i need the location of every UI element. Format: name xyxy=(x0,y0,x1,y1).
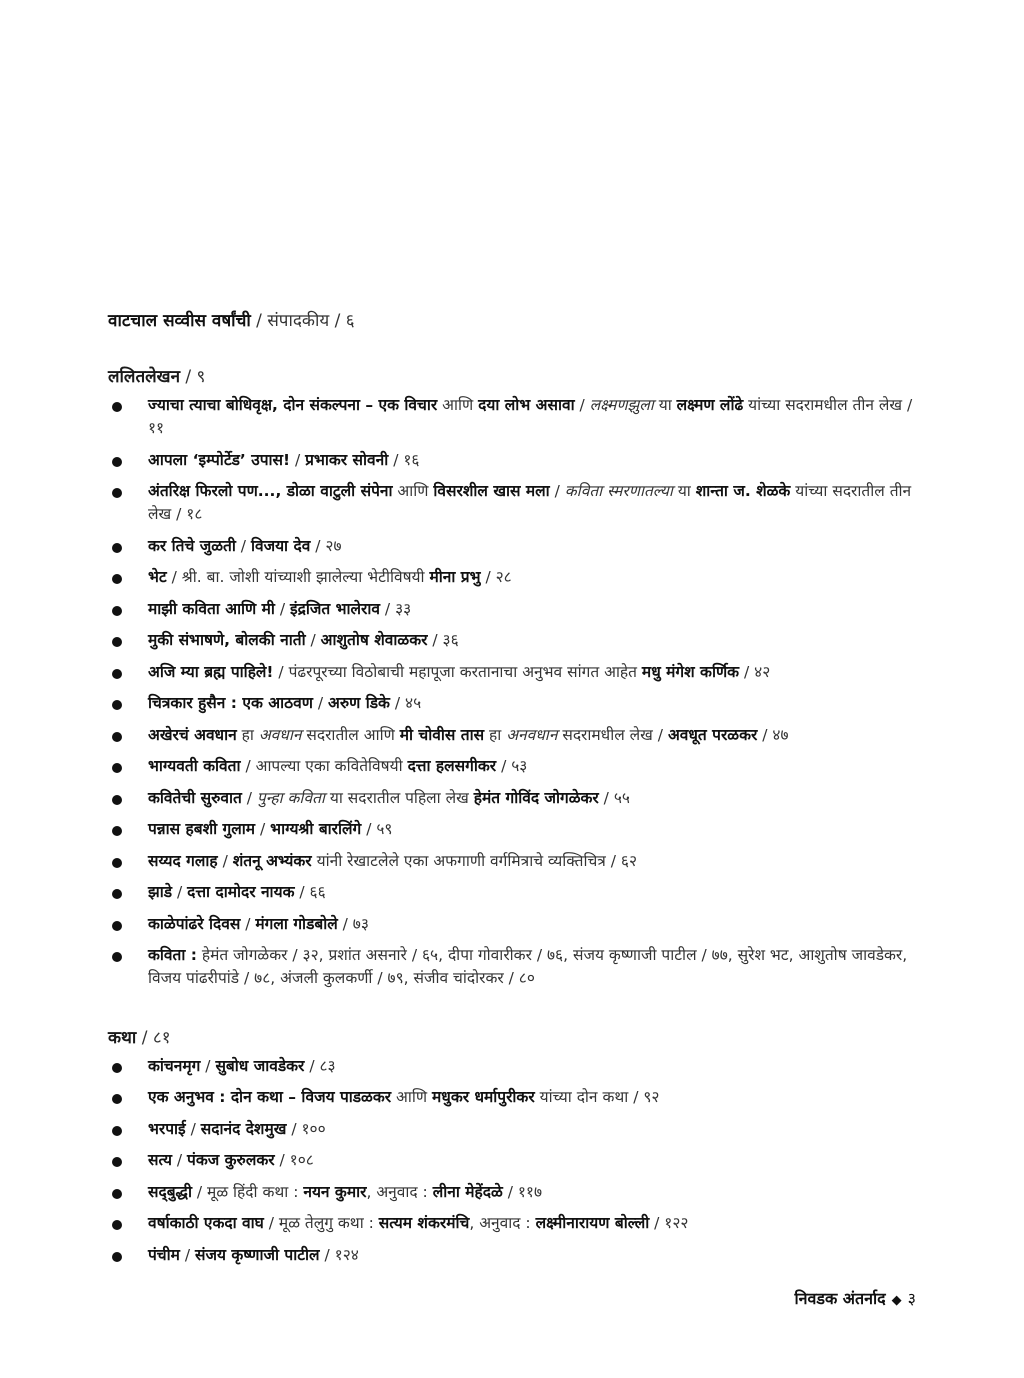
bold-text: माझी कविता आणि मी xyxy=(148,599,275,618)
plain-text: या सदरातील पहिला लेख xyxy=(324,788,474,807)
plain-text: / xyxy=(171,1151,188,1169)
bold-text: शंतनू अभ्यंकर xyxy=(232,851,312,870)
bold-text: एक अनुभव : दोन कथा – विजय पाडळकर xyxy=(148,1088,392,1106)
bullet-icon xyxy=(112,826,122,836)
plain-text: / आपल्या एका कवितेविषयी xyxy=(240,757,408,775)
bullet-icon xyxy=(112,1189,122,1199)
plain-text: / xyxy=(549,482,565,500)
italic-text: अवधान xyxy=(258,725,302,744)
list-item xyxy=(108,598,928,621)
plain-text: या xyxy=(672,482,696,500)
bold-text: कविता : xyxy=(148,946,197,964)
plain-text: यांनी रेखाटलेले एका अफगाणी वर्गमित्राचे व्यक्तिचित्र / ६२ xyxy=(311,851,638,870)
bullet-icon xyxy=(112,763,122,773)
plain-text: / पंढरपूरच्या विठोबाची महापूजा करतानाचा अनुभव सांगत आहेत xyxy=(273,662,642,681)
plain-text: यांच्या सदरामधील तीन लेख / ११ xyxy=(148,396,913,437)
bold-text: काळेपांढरे दिवस xyxy=(148,914,241,933)
bold-text: अरुण डिके xyxy=(328,694,390,712)
bold-text: कवितेची सुरुवात xyxy=(148,788,242,807)
bold-text: नयन कुमार xyxy=(303,1182,367,1201)
entry-list xyxy=(108,1055,928,1267)
bold-text: इंद्रजित भालेराव xyxy=(290,599,380,618)
italic-text: अनवधान xyxy=(506,725,558,744)
plain-text: यांच्या सदरातील तीन लेख / १८ xyxy=(148,482,912,523)
bold-text: मंगला गोडबोले xyxy=(255,914,338,933)
plain-text: / xyxy=(240,914,256,933)
bold-text: प्रभाकर सोवनी xyxy=(305,450,389,469)
bullet-icon xyxy=(112,574,122,584)
plain-text: / श्री. बा. जोशी यांच्याशी झालेल्या भेटीविषयी xyxy=(166,568,430,586)
bold-text: लक्ष्मीनारायण बोल्ली xyxy=(535,1214,650,1232)
bullet-icon xyxy=(112,543,122,553)
list-item xyxy=(108,449,928,472)
list-item xyxy=(108,480,928,526)
bullet-icon xyxy=(112,669,122,679)
bold-text: लक्ष्मण लोंढे xyxy=(676,396,744,414)
list-item xyxy=(108,1244,928,1267)
bullet-icon xyxy=(112,858,122,868)
italic-text: लक्ष्मणझुला xyxy=(589,396,654,414)
bullet-icon xyxy=(112,1126,122,1136)
plain-text: / १०८ xyxy=(274,1151,314,1169)
bold-text: ज्याचा त्याचा बोधिवृक्ष, दोन संकल्पना – एक विचार xyxy=(148,396,438,414)
bold-text: अवधूत परळकर xyxy=(667,725,758,744)
plain-text: / xyxy=(235,536,251,555)
plain-text: / ४५ xyxy=(389,694,422,712)
editorial-line xyxy=(108,308,928,334)
list-item xyxy=(108,661,928,684)
list-item xyxy=(108,629,928,652)
bold-text: भरपाई xyxy=(148,1119,186,1138)
list-item xyxy=(108,818,928,841)
section-heading xyxy=(108,364,928,390)
list-item xyxy=(108,1055,928,1078)
plain-text: / ७३ xyxy=(337,914,369,933)
list-item xyxy=(108,394,928,440)
bullet-icon xyxy=(112,732,122,742)
bullet-icon xyxy=(112,795,122,805)
list-item xyxy=(108,1181,928,1204)
plain-text: सदरातील आणि xyxy=(301,725,400,744)
plain-text: / xyxy=(305,631,321,649)
bold-text: कर तिचे जुळती xyxy=(148,536,236,555)
plain-text: / १२४ xyxy=(319,1245,359,1264)
plain-text: , अनुवाद : xyxy=(366,1182,433,1201)
bold-text: हेमंत गोविंद जोगळेकर xyxy=(473,788,599,807)
list-item xyxy=(108,1118,928,1141)
list-item xyxy=(108,1212,928,1235)
plain-text: / ५३ xyxy=(496,757,528,775)
plain-text: / मूळ हिंदी कथा : xyxy=(191,1182,304,1201)
section-title: ललितलेखन xyxy=(108,367,181,387)
bullet-icon xyxy=(112,488,122,498)
bold-text: संजय कृष्णाजी पाटील xyxy=(195,1245,320,1264)
publication-title: निवडक अंतर्नाद xyxy=(794,1289,886,1308)
bold-text: भेट xyxy=(148,568,167,586)
spacer xyxy=(108,999,928,1025)
bold-text: शान्ता ज. शेळके xyxy=(695,482,791,500)
plain-text: / संपादकीय / ६ xyxy=(250,311,355,331)
bold-text: मुकी संभाषणे, बोलकी नाती xyxy=(148,631,306,649)
plain-text: / xyxy=(179,1245,196,1264)
bullet-icon xyxy=(112,606,122,616)
bold-text: कांचनमृग xyxy=(148,1056,201,1075)
bullet-icon xyxy=(112,921,122,931)
plain-text: / ११७ xyxy=(502,1182,543,1201)
list-item xyxy=(108,913,928,936)
plain-text: हा xyxy=(236,725,259,744)
plain-text: / xyxy=(290,450,306,469)
list-item xyxy=(108,724,928,747)
plain-text: आणि xyxy=(392,482,434,500)
bullet-icon xyxy=(112,1094,122,1104)
list-item xyxy=(108,692,928,715)
bold-text: मीना प्रभु xyxy=(429,568,481,586)
section-title: कथा xyxy=(108,1027,137,1048)
list-item xyxy=(108,535,928,558)
section-page: / ९ xyxy=(180,367,206,387)
bold-text: आशुतोष शेवाळकर xyxy=(320,631,428,649)
plain-text: यांच्या दोन कथा / ९२ xyxy=(534,1088,660,1106)
plain-text: / १२२ xyxy=(649,1214,689,1232)
plain-text: / ५९ xyxy=(361,820,393,838)
plain-text: / xyxy=(312,694,328,712)
bold-text: वाटचाल सव्वीस वर्षांची xyxy=(108,311,251,331)
bold-text: विजया देव xyxy=(250,536,311,555)
list-item xyxy=(108,566,928,589)
bold-text: विसरशील खास मला xyxy=(433,482,550,500)
bullet-icon xyxy=(112,402,122,412)
entry-list xyxy=(108,394,928,990)
bullet-icon xyxy=(112,952,122,962)
bold-text: दत्ता दामोदर नायक xyxy=(187,883,295,901)
plain-text: आणि xyxy=(391,1088,433,1106)
plain-text: / xyxy=(255,820,271,838)
bold-text: सत्यम शंकरमंचि xyxy=(378,1214,470,1232)
bold-text: सत्य xyxy=(148,1151,172,1169)
plain-text: हेमंत जोगळेकर / ३२, प्रशांत असनारे / ६५, दीपा गोवारीकर / ७६, संजय कृष्णाजी पाटील / ७७, सुरेश भट, आशुतोष जावडेकर, विजय पांढरीपांडे / ७८, अंजली कुलकर्णी / ७९, संजीव चांदोरकर / ८० xyxy=(148,946,908,987)
plain-text: / २८ xyxy=(480,568,512,586)
table-of-contents xyxy=(108,308,928,1275)
bold-text: मधुकर धर्मापुरीकर xyxy=(432,1088,535,1106)
plain-text: आणि xyxy=(437,396,479,414)
bold-text: भाग्यश्री बारलिंगे xyxy=(270,820,362,838)
bullet-icon xyxy=(112,700,122,710)
plain-text: / ३६ xyxy=(427,631,459,649)
italic-text: कविता स्मरणातल्या xyxy=(564,482,673,500)
bullet-icon xyxy=(112,1157,122,1167)
list-item xyxy=(108,755,928,778)
bold-text: सद्‌बुद्धी xyxy=(148,1182,192,1201)
spacer xyxy=(108,334,928,364)
page-footer xyxy=(794,1287,916,1309)
plain-text: हा xyxy=(484,725,507,744)
plain-text: / ३३ xyxy=(380,599,412,618)
plain-text: / १६ xyxy=(388,450,420,469)
bold-text: दया लोभ असावा xyxy=(478,396,575,414)
plain-text: / ६६ xyxy=(294,883,326,901)
bold-text: झाडे xyxy=(148,883,173,901)
list-item xyxy=(108,1149,928,1172)
sections-container xyxy=(108,364,928,1267)
plain-text: या xyxy=(653,396,677,414)
bold-text: भाग्यवती कविता xyxy=(148,757,241,775)
list-item xyxy=(108,944,928,990)
bold-text: सुबोध जावडेकर xyxy=(215,1056,305,1075)
plain-text: / xyxy=(217,851,233,870)
bold-text: सदानंद देशमुख xyxy=(200,1119,287,1138)
plain-text: / मूळ तेलुगु कथा : xyxy=(263,1214,379,1232)
list-item xyxy=(108,1086,928,1109)
bold-text: मी चोवीस तास xyxy=(399,725,485,744)
bold-text: दत्ता हलसगीकर xyxy=(407,757,497,775)
plain-text: / ५५ xyxy=(598,788,630,807)
bullet-icon xyxy=(112,637,122,647)
plain-text: / ४७ xyxy=(757,725,789,744)
bullet-icon xyxy=(112,1063,122,1073)
bold-text: लीना मेहेंदळे xyxy=(432,1182,503,1201)
plain-text: सदरामधील लेख / xyxy=(557,725,668,744)
plain-text: / २७ xyxy=(310,536,342,555)
bold-text: चित्रकार हुसैन : एक आठवण xyxy=(148,694,313,712)
list-item xyxy=(108,787,928,810)
plain-text: / १०० xyxy=(286,1119,326,1138)
bold-text: पंकज कुरुलकर xyxy=(187,1151,275,1169)
italic-text: पुन्हा कविता xyxy=(256,788,325,807)
plain-text: / xyxy=(274,599,291,618)
bold-text: पंचीम xyxy=(148,1245,180,1264)
plain-text: / xyxy=(241,788,257,807)
plain-text: / xyxy=(185,1119,201,1138)
bold-text: पन्नास हबशी गुलाम xyxy=(148,820,256,838)
plain-text: / xyxy=(172,883,188,901)
plain-text: / xyxy=(200,1056,216,1075)
bullet-icon xyxy=(112,889,122,899)
bullet-icon xyxy=(112,457,122,467)
bullet-icon xyxy=(112,1252,122,1262)
section-heading xyxy=(108,1025,928,1051)
list-item xyxy=(108,881,928,904)
list-item xyxy=(108,850,928,873)
bold-text: अखेरचं अवधान xyxy=(148,725,237,744)
bold-text: सय्यद गलाह xyxy=(148,851,218,870)
plain-text: / ४२ xyxy=(739,662,771,681)
bullet-icon xyxy=(112,1220,122,1230)
plain-text: / ८३ xyxy=(304,1056,336,1075)
diamond-separator-icon: ◆ xyxy=(891,1293,902,1308)
bold-text: अंतरिक्ष फिरलो पण..., डोळा वाटुली संपेना xyxy=(148,482,393,500)
section-page: / ८१ xyxy=(136,1027,171,1048)
plain-text: / xyxy=(574,396,590,414)
bold-text: वर्षाकाठी एकदा वाघ xyxy=(148,1214,264,1232)
plain-text: , अनुवाद : xyxy=(469,1214,536,1232)
bold-text: अजि म्या ब्रह्म पाहिले! xyxy=(148,662,274,681)
bold-text: मधु मंगेश कर्णिक xyxy=(641,662,740,681)
bold-text: आपला ‘इम्पोर्टेड’ उपास! xyxy=(148,450,291,469)
page-number: ३ xyxy=(907,1289,916,1308)
